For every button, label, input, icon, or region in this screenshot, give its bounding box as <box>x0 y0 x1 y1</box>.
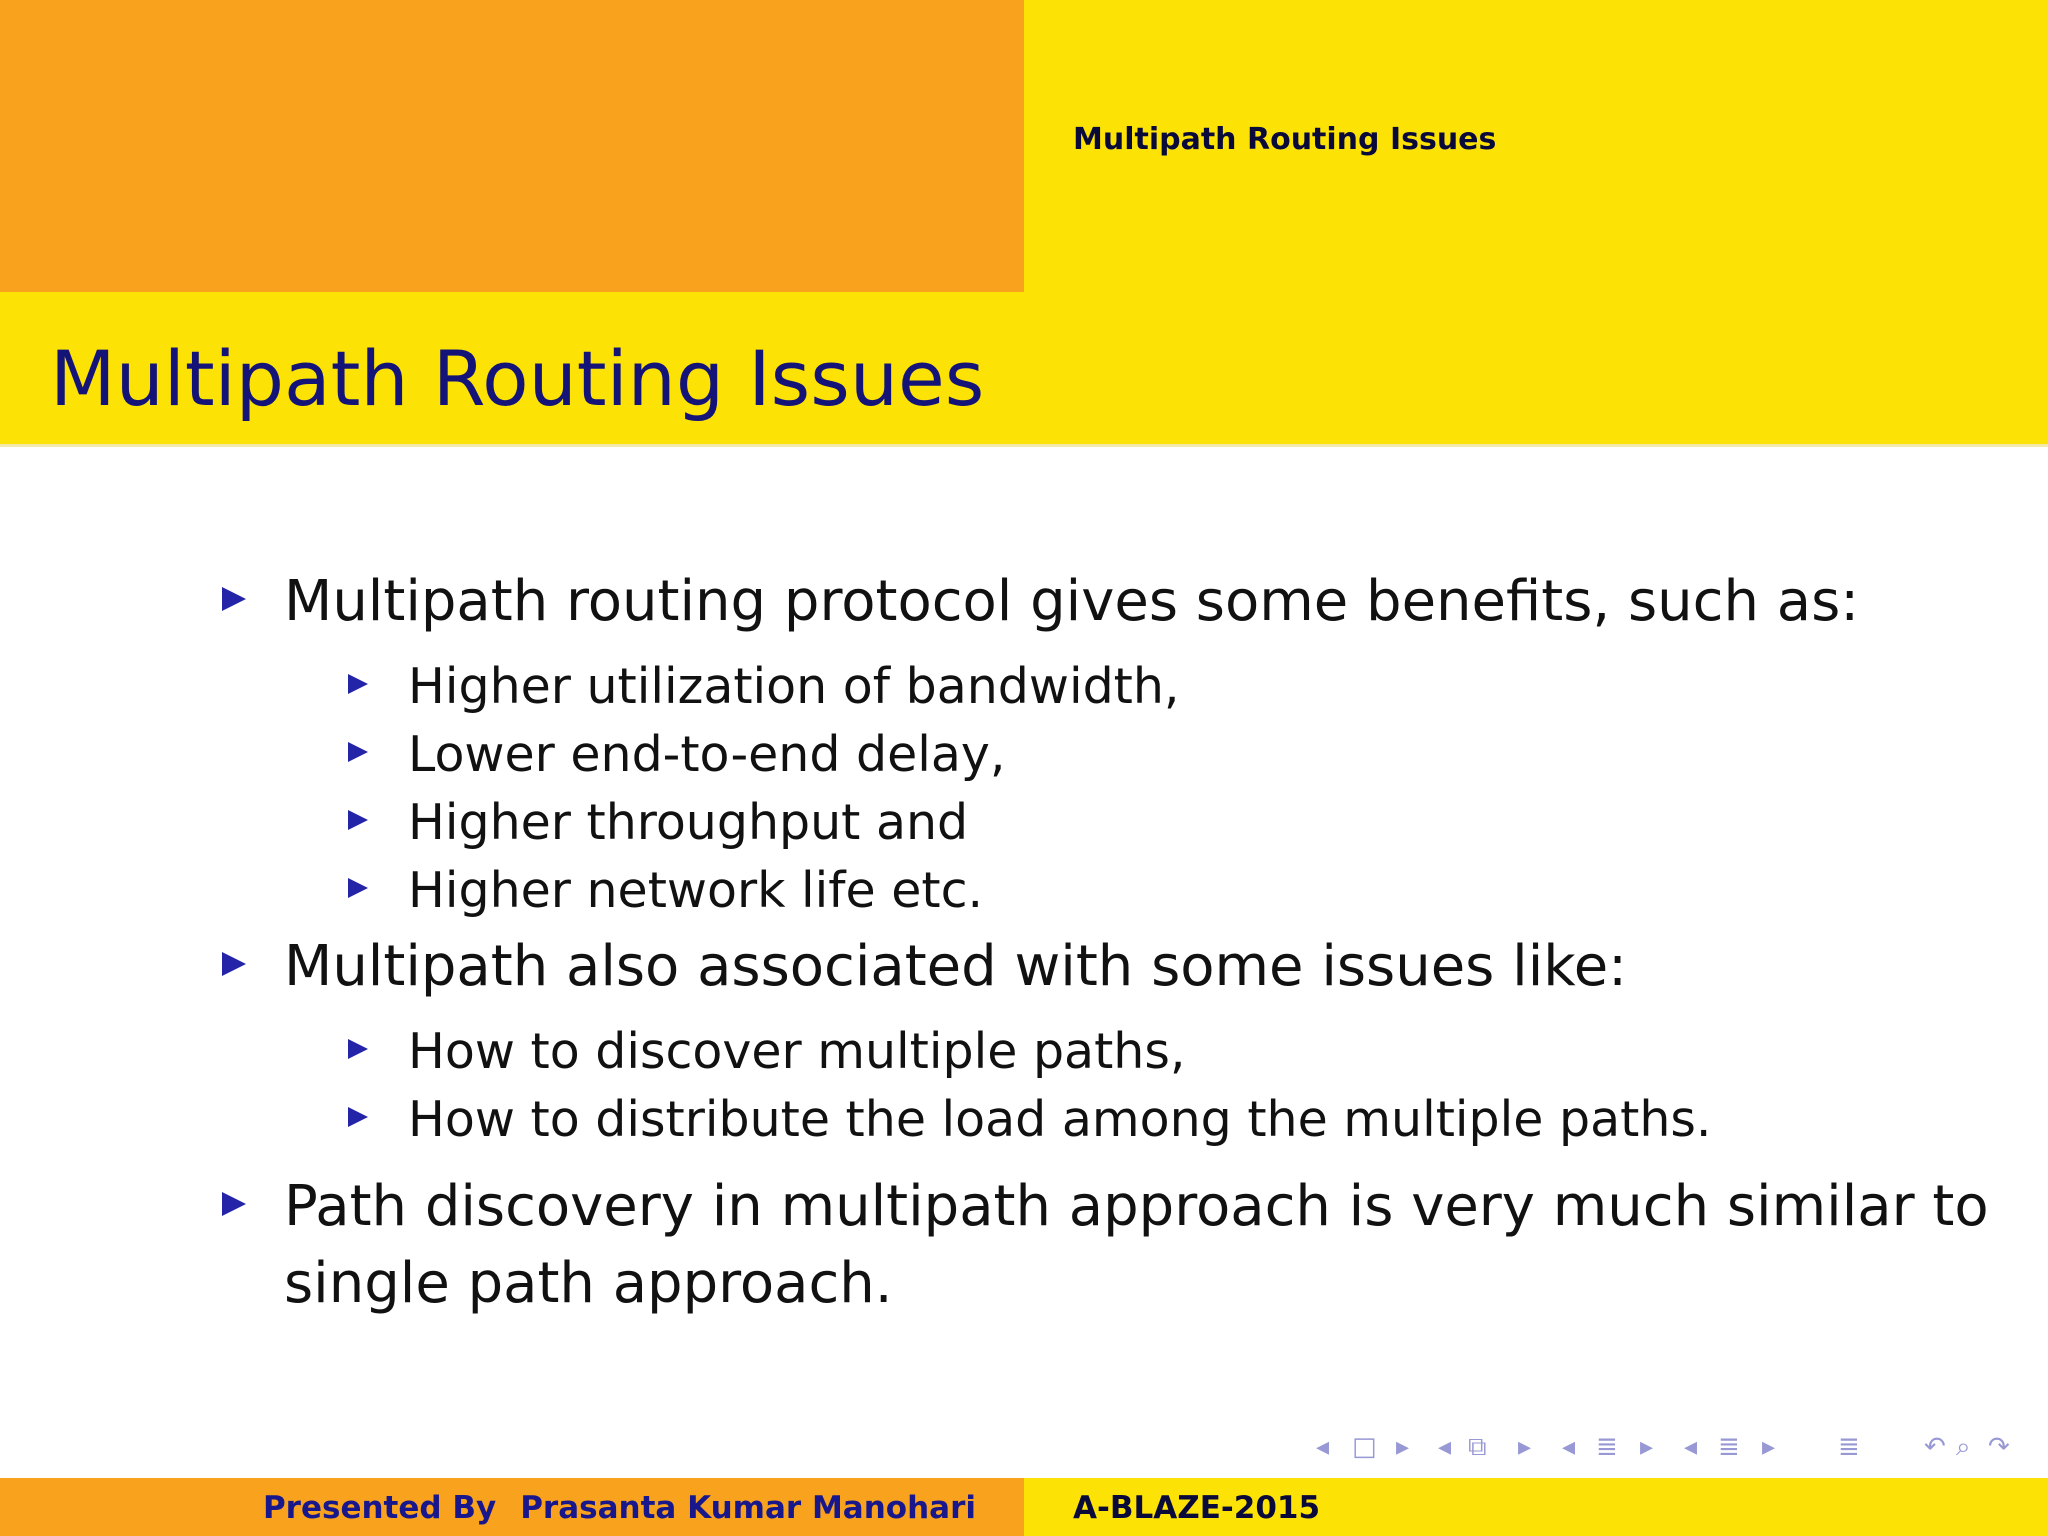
beamer-navigation-bar <box>1308 1432 2028 1468</box>
bullet-triangle-icon <box>348 1039 368 1059</box>
footer-right-panel <box>1024 1478 2048 1536</box>
bullet-triangle-icon <box>348 878 368 898</box>
back-icon[interactable]: ↶ <box>1924 1432 1946 1462</box>
bullet-triangle-icon <box>348 674 368 694</box>
bullet-triangle-icon <box>222 952 246 976</box>
conference-label: A-BLAZE-2015 <box>1073 1490 1321 1526</box>
sub-bullet-text: Higher network life etc. <box>408 862 984 919</box>
bullet-text-continuation: single path approach. <box>284 1251 893 1316</box>
slide-header <box>0 0 2048 292</box>
presented-by-label: Presented By <box>262 1490 497 1526</box>
next-frame-icon[interactable]: ▸ <box>1396 1432 1410 1462</box>
sub-bullet-text: How to discover multiple paths, <box>408 1023 1186 1080</box>
search-icon[interactable]: ⌕ <box>1956 1432 1971 1462</box>
sub-bullet-text: How to distribute the load among the multiple paths. <box>408 1091 1712 1148</box>
sub-bullet-text: Higher utilization of bandwidth, <box>408 658 1180 715</box>
bullet-triangle-icon <box>348 742 368 762</box>
bullet-text: Multipath routing protocol gives some benefits, such as: <box>284 569 1860 634</box>
bullet-triangle-icon <box>348 1107 368 1127</box>
subsection-icon[interactable]: ⧉ <box>1468 1432 1487 1462</box>
next-section-icon[interactable]: ▸ <box>1640 1432 1654 1462</box>
appendix-icon[interactable]: ≣ <box>1838 1432 1860 1462</box>
prev-section-icon[interactable]: ◂ <box>1562 1432 1576 1462</box>
presenter-name: Prasanta Kumar Manohari <box>520 1490 976 1526</box>
current-section-label: Multipath Routing Issues <box>1073 122 1497 157</box>
header-left-panel <box>0 0 1024 292</box>
footer-left-panel <box>0 1478 1024 1536</box>
frame-icon[interactable]: □ <box>1352 1432 1377 1462</box>
footer-presenter <box>263 1490 976 1526</box>
next-part-icon[interactable]: ▸ <box>1762 1432 1776 1462</box>
slide-body <box>0 447 2048 1477</box>
part-icon[interactable]: ≣ <box>1718 1432 1740 1462</box>
page-title: Multipath Routing Issues <box>50 334 985 423</box>
prev-part-icon[interactable]: ◂ <box>1684 1432 1698 1462</box>
bullet-text: Multipath also associated with some issues like: <box>284 934 1628 999</box>
frame-title-bar <box>0 292 2048 447</box>
bullet-triangle-icon <box>222 587 246 611</box>
prev-frame-icon[interactable]: ◂ <box>1316 1432 1330 1462</box>
sub-bullet-text: Higher throughput and <box>408 794 969 851</box>
bullet-triangle-icon <box>222 1192 246 1216</box>
prev-subsection-icon[interactable]: ◂ <box>1438 1432 1452 1462</box>
sub-bullet-text: Lower end-to-end delay, <box>408 726 1006 783</box>
forward-icon[interactable]: ↷ <box>1988 1432 2010 1462</box>
bullet-triangle-icon <box>348 810 368 830</box>
next-subsection-icon[interactable]: ▸ <box>1518 1432 1532 1462</box>
section-icon[interactable]: ≣ <box>1596 1432 1618 1462</box>
bullet-text: Path discovery in multipath approach is very much similar to <box>284 1174 1989 1239</box>
